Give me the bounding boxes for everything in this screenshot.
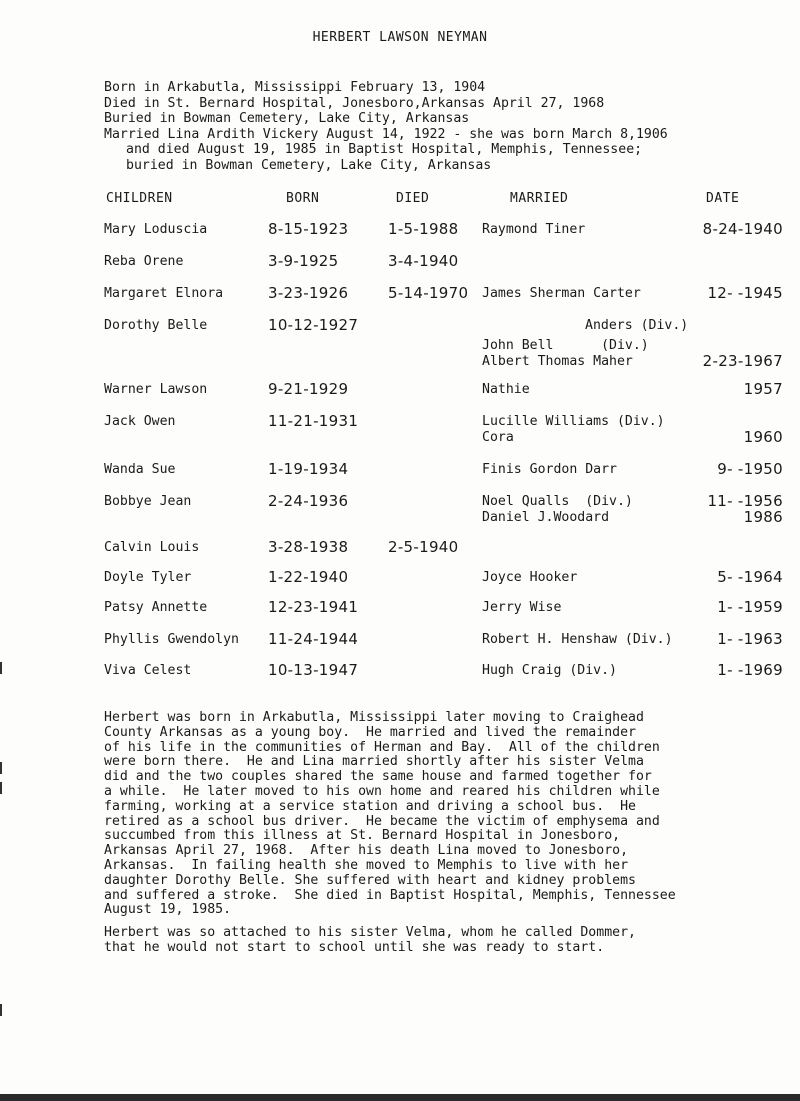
child-died-date: 2-5-1940 [388, 538, 459, 556]
child-name: Viva Celest [104, 663, 192, 678]
column-header-married: MARRIED [510, 191, 569, 206]
child-born-date: 3-9-1925 [268, 252, 339, 270]
narrative-line: did and the two couples shared the same house and farmed together for [104, 769, 652, 785]
child-born-date: 9-21-1929 [268, 380, 349, 398]
child-name: Jack Owen [104, 414, 176, 429]
narrative-line: Herbert was so attached to his sister Velma, whom he called Dommer, [104, 925, 636, 941]
narrative-line: succumbed from this illness at St. Bernard Hospital in Jonesboro, [104, 828, 621, 844]
child-born-date: 1-22-1940 [268, 568, 349, 586]
narrative-line: August 19, 1985. [104, 902, 232, 918]
narrative-line: daughter Dorothy Belle. She suffered with heart and kidney problems [104, 872, 636, 888]
child-died-date: 1-5-1988 [388, 220, 459, 238]
narrative-line: Arkansas April 27, 1968. After his death Lina moved to Jonesboro, [104, 843, 629, 859]
column-header-died: DIED [396, 191, 430, 206]
marriage-date: 8-24-1940 [702, 220, 783, 238]
child-spouse: Raymond Tiner [482, 222, 586, 237]
biography-narrative [104, 711, 794, 964]
child-spouse: Albert Thomas Maher [482, 354, 633, 369]
child-born-date: 3-28-1938 [268, 538, 349, 556]
left-margin-mark [0, 762, 2, 774]
child-born-date: 1-19-1934 [268, 460, 349, 478]
child-born-date: 12-23-1941 [268, 598, 359, 616]
column-header-children: CHILDREN [106, 191, 173, 206]
child-name: Warner Lawson [104, 382, 208, 397]
child-name: Calvin Louis [104, 540, 200, 555]
marriage-date: 9- -1950 [717, 460, 783, 478]
child-spouse: John Bell (Div.) [482, 338, 649, 353]
child-spouse: Finis Gordon Darr [482, 462, 617, 477]
child-spouse: Anders (Div.) [585, 318, 689, 333]
marriage-date: 12- -1945 [707, 284, 783, 302]
child-spouse: Jerry Wise [482, 600, 562, 615]
child-born-date: 2-24-1936 [268, 492, 349, 510]
child-spouse: Daniel J.Woodard [482, 510, 610, 525]
child-name: Patsy Annette [104, 600, 208, 615]
child-born-date: 8-15-1923 [268, 220, 349, 238]
spouse-burial-line: buried in Bowman Cemetery, Lake City, Arkansas [126, 157, 492, 173]
child-spouse: Lucille Williams (Div.) [482, 414, 665, 429]
page-title: HERBERT LAWSON NEYMAN [312, 30, 488, 45]
child-name: Reba Orene [104, 254, 184, 269]
column-header-born: BORN [286, 191, 320, 206]
marriage-line: Married Lina Ardith Vickery August 14, 1922 - she was born March 8,1906 [104, 126, 668, 142]
scan-bottom-edge [0, 1094, 800, 1101]
biography-paragraph [104, 711, 794, 918]
narrative-line: a while. He later moved to his own home and reared his children while [104, 783, 660, 799]
child-name: Dorothy Belle [104, 318, 208, 333]
left-margin-mark [0, 782, 2, 794]
child-born-date: 10-12-1927 [268, 316, 359, 334]
marriage-date: 5- -1964 [717, 568, 783, 586]
child-spouse: Cora [482, 430, 514, 445]
marriage-date: 1- -1969 [717, 661, 783, 679]
child-name: Doyle Tyler [104, 570, 192, 585]
marriage-date: 11- -1956 [707, 492, 783, 510]
narrative-line: retired as a school bus driver. He became the victim of emphysema and [104, 813, 660, 829]
narrative-line: and suffered a stroke. She died in Baptist Hospital, Memphis, Tennessee [104, 887, 676, 903]
left-margin-mark [0, 1004, 2, 1016]
marriage-date: 1- -1959 [717, 598, 783, 616]
child-name: Mary Loduscia [104, 222, 208, 237]
spouse-death-line: and died August 19, 1985 in Baptist Hospital, Memphis, Tennessee; [126, 142, 643, 157]
marriage-date: 1986 [743, 508, 783, 526]
narrative-line: County Arkansas as a young boy. He married and lived the remainder [104, 724, 636, 740]
child-spouse: Hugh Craig (Div.) [482, 663, 617, 678]
left-margin-mark [0, 662, 2, 674]
child-name: Phyllis Gwendolyn [104, 632, 239, 647]
column-header-date: DATE [706, 191, 740, 206]
birth-line: Born in Arkabutla, Mississippi February 13, 1904 [104, 80, 486, 95]
child-born-date: 11-21-1931 [268, 412, 359, 430]
marriage-date: 1957 [743, 380, 783, 398]
dommer-anecdote-paragraph [104, 926, 794, 956]
marriage-date: 1- -1963 [717, 630, 783, 648]
child-died-date: 5-14-1970 [388, 284, 469, 302]
death-line: Died in St. Bernard Hospital, Jonesboro,Arkansas April 27, 1968 [104, 95, 605, 111]
child-spouse: James Sherman Carter [482, 286, 641, 301]
marriage-date: 1960 [743, 428, 783, 446]
child-spouse: Joyce Hooker [482, 570, 578, 585]
child-spouse: Noel Qualls (Div.) [482, 494, 633, 509]
child-died-date: 3-4-1940 [388, 252, 459, 270]
child-born-date: 10-13-1947 [268, 661, 359, 679]
child-name: Bobbye Jean [104, 494, 192, 509]
child-spouse: Robert H. Henshaw (Div.) [482, 632, 673, 647]
narrative-line: were born there. He and Lina married shortly after his sister Velma [104, 754, 644, 770]
vital-records [104, 80, 784, 173]
child-spouse: Nathie [482, 382, 530, 397]
child-name: Margaret Elnora [104, 286, 224, 301]
narrative-line: Arkansas. In failing health she moved to Memphis to live with her [104, 857, 629, 873]
child-born-date: 11-24-1944 [268, 630, 359, 648]
narrative-line: of his life in the communities of Herman and Bay. All of the children [104, 739, 660, 755]
child-name: Wanda Sue [104, 462, 176, 477]
marriage-date: 2-23-1967 [702, 352, 783, 370]
narrative-line: farming, working at a service station and driving a school bus. He [104, 798, 636, 814]
narrative-line: Herbert was born in Arkabutla, Mississippi later moving to Craighead [104, 710, 644, 725]
burial-line: Buried in Bowman Cemetery, Lake City, Arkansas [104, 111, 470, 126]
narrative-line: that he would not start to school until she was ready to start. [104, 939, 605, 955]
child-born-date: 3-23-1926 [268, 284, 349, 302]
